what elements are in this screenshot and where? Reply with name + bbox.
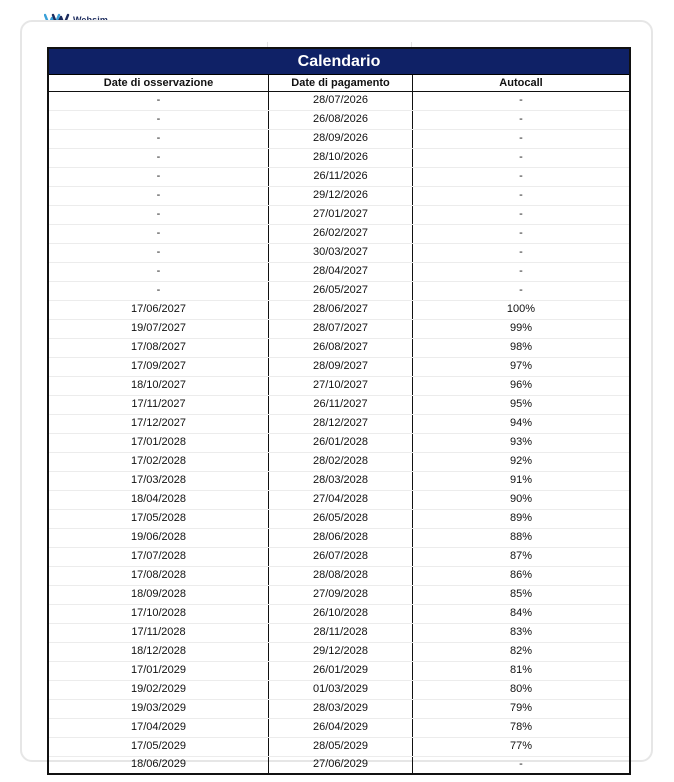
cell-observation-date: - <box>49 92 269 110</box>
cell-payment-date: 28/06/2028 <box>269 529 413 547</box>
cell-payment-date: 26/08/2026 <box>269 111 413 129</box>
cell-payment-date: 28/02/2028 <box>269 453 413 471</box>
table-row <box>49 491 629 510</box>
cell-autocall: 95% <box>509 398 533 410</box>
cell-observation-date: 17/05/2029 <box>49 738 269 756</box>
cell-payment-date: 27/04/2028 <box>269 491 413 509</box>
cell-autocall: 80% <box>509 683 533 695</box>
cell-observation-date: 17/03/2028 <box>49 472 269 490</box>
table-row <box>49 643 629 662</box>
cell-observation-date: 18/04/2028 <box>49 491 269 509</box>
table-row <box>49 244 629 263</box>
cell-observation-date: 17/10/2028 <box>49 605 269 623</box>
cell-payment-date: 28/06/2027 <box>269 301 413 319</box>
cell-autocall: 78% <box>509 721 533 733</box>
column-header-observation-date: Date di osservazione <box>49 75 269 91</box>
table-row <box>49 719 629 738</box>
cell-autocall: - <box>519 227 523 239</box>
table-row <box>49 187 629 206</box>
cell-autocall: 90% <box>509 493 533 505</box>
cell-observation-date: 17/07/2028 <box>49 548 269 566</box>
cell-autocall: 83% <box>509 626 533 638</box>
cell-payment-date: 26/02/2027 <box>269 225 413 243</box>
table-row <box>49 263 629 282</box>
table-row <box>49 662 629 681</box>
table-row <box>49 130 629 149</box>
table-row <box>49 339 629 358</box>
cell-payment-date: 26/07/2028 <box>269 548 413 566</box>
table-row <box>49 92 629 111</box>
cell-autocall: - <box>519 151 523 163</box>
cell-observation-date: 17/12/2027 <box>49 415 269 433</box>
table-row <box>49 377 629 396</box>
cell-observation-date: 17/08/2028 <box>49 567 269 585</box>
cell-observation-date: 18/10/2027 <box>49 377 269 395</box>
cell-observation-date: 18/12/2028 <box>49 643 269 661</box>
cell-observation-date: 18/06/2029 <box>49 757 269 773</box>
cell-payment-date: 28/07/2027 <box>269 320 413 338</box>
cell-payment-date: 28/09/2026 <box>269 130 413 148</box>
cell-autocall: 99% <box>509 322 533 334</box>
cell-autocall: 79% <box>509 702 533 714</box>
cell-observation-date: 19/06/2028 <box>49 529 269 547</box>
cell-autocall: - <box>519 189 523 201</box>
cell-autocall: - <box>519 265 523 277</box>
cell-autocall: - <box>519 758 523 770</box>
cell-payment-date: 26/04/2029 <box>269 719 413 737</box>
cell-autocall: 94% <box>509 417 533 429</box>
cell-observation-date: 17/11/2028 <box>49 624 269 642</box>
cell-observation-date: 17/04/2029 <box>49 719 269 737</box>
cell-payment-date: 28/09/2027 <box>269 358 413 376</box>
cell-payment-date: 28/05/2029 <box>269 738 413 756</box>
cell-payment-date: 27/06/2029 <box>269 757 413 773</box>
cell-payment-date: 26/11/2027 <box>269 396 413 414</box>
cell-observation-date: 17/01/2028 <box>49 434 269 452</box>
column-header-payment-date: Date di pagamento <box>269 75 413 91</box>
cell-autocall: 82% <box>509 645 533 657</box>
cell-observation-date: - <box>49 206 269 224</box>
cell-observation-date: 19/03/2029 <box>49 700 269 718</box>
cell-payment-date: 26/10/2028 <box>269 605 413 623</box>
cell-observation-date: 17/02/2028 <box>49 453 269 471</box>
cell-autocall: 96% <box>509 379 533 391</box>
table-row <box>49 434 629 453</box>
cell-autocall: 85% <box>509 588 533 600</box>
table-row <box>49 149 629 168</box>
cell-payment-date: 28/07/2026 <box>269 92 413 110</box>
cell-autocall: - <box>519 284 523 296</box>
table-row <box>49 681 629 700</box>
table-row <box>49 624 629 643</box>
cell-payment-date: 26/05/2027 <box>269 282 413 300</box>
cell-observation-date: 17/09/2027 <box>49 358 269 376</box>
cell-payment-date: 28/08/2028 <box>269 567 413 585</box>
cell-autocall: - <box>519 113 523 125</box>
cell-autocall: 97% <box>509 360 533 372</box>
cell-payment-date: 28/11/2028 <box>269 624 413 642</box>
cell-observation-date: - <box>49 187 269 205</box>
cell-autocall: 87% <box>509 550 533 562</box>
table-row <box>49 301 629 320</box>
table-row <box>49 396 629 415</box>
table-header-row <box>49 75 629 92</box>
cell-autocall: 92% <box>509 455 533 467</box>
column-header-autocall: Autocall <box>499 77 543 89</box>
cell-observation-date: - <box>49 130 269 148</box>
table-row <box>49 111 629 130</box>
cell-payment-date: 27/09/2028 <box>269 586 413 604</box>
cell-observation-date: 19/07/2027 <box>49 320 269 338</box>
cell-observation-date: 18/09/2028 <box>49 586 269 604</box>
table-row <box>49 510 629 529</box>
table-row <box>49 586 629 605</box>
cell-observation-date: 17/01/2029 <box>49 662 269 680</box>
table-row <box>49 738 629 757</box>
cell-payment-date: 30/03/2027 <box>269 244 413 262</box>
cell-payment-date: 28/12/2027 <box>269 415 413 433</box>
table-row <box>49 453 629 472</box>
cell-payment-date: 26/08/2027 <box>269 339 413 357</box>
cell-autocall: - <box>519 170 523 182</box>
cell-observation-date: 17/08/2027 <box>49 339 269 357</box>
table-row <box>49 415 629 434</box>
cell-autocall: 86% <box>509 569 533 581</box>
cell-autocall: - <box>519 94 523 106</box>
cell-autocall: 91% <box>509 474 533 486</box>
cell-autocall: 89% <box>509 512 533 524</box>
table-row <box>49 605 629 624</box>
table-row <box>49 282 629 301</box>
table-body <box>49 92 629 773</box>
cell-autocall: 100% <box>506 303 536 315</box>
cell-payment-date: 29/12/2026 <box>269 187 413 205</box>
table-row <box>49 700 629 719</box>
cell-payment-date: 27/01/2027 <box>269 206 413 224</box>
cell-observation-date: 17/06/2027 <box>49 301 269 319</box>
cell-payment-date: 28/03/2028 <box>269 472 413 490</box>
cell-payment-date: 28/10/2026 <box>269 149 413 167</box>
cell-autocall: - <box>519 132 523 144</box>
cell-payment-date: 27/10/2027 <box>269 377 413 395</box>
calendar-table <box>47 47 631 775</box>
cell-autocall: 84% <box>509 607 533 619</box>
cell-observation-date: - <box>49 244 269 262</box>
table-row <box>49 225 629 244</box>
cell-payment-date: 29/12/2028 <box>269 643 413 661</box>
table-row <box>49 548 629 567</box>
cell-payment-date: 26/01/2029 <box>269 662 413 680</box>
cell-autocall: - <box>519 246 523 258</box>
cell-observation-date: - <box>49 111 269 129</box>
table-row <box>49 206 629 225</box>
table-row <box>49 168 629 187</box>
cell-observation-date: - <box>49 282 269 300</box>
cell-autocall: 98% <box>509 341 533 353</box>
table-row <box>49 472 629 491</box>
cell-observation-date: - <box>49 225 269 243</box>
table-row <box>49 320 629 339</box>
cell-observation-date: 19/02/2029 <box>49 681 269 699</box>
cell-observation-date: - <box>49 168 269 186</box>
cell-payment-date: 28/04/2027 <box>269 263 413 281</box>
cell-payment-date: 26/11/2026 <box>269 168 413 186</box>
cell-observation-date: 17/05/2028 <box>49 510 269 528</box>
cell-payment-date: 26/01/2028 <box>269 434 413 452</box>
table-row <box>49 757 629 773</box>
table-row <box>49 567 629 586</box>
cell-observation-date: - <box>49 263 269 281</box>
table-title: Calendario <box>49 49 629 75</box>
cell-autocall: - <box>519 208 523 220</box>
cell-observation-date: 17/11/2027 <box>49 396 269 414</box>
table-row <box>49 529 629 548</box>
cell-autocall: 93% <box>509 436 533 448</box>
cell-observation-date: - <box>49 149 269 167</box>
table-row <box>49 358 629 377</box>
cell-payment-date: 28/03/2029 <box>269 700 413 718</box>
cell-autocall: 77% <box>509 740 533 752</box>
cell-payment-date: 26/05/2028 <box>269 510 413 528</box>
cell-autocall: 88% <box>509 531 533 543</box>
cell-payment-date: 01/03/2029 <box>269 681 413 699</box>
cell-autocall: 81% <box>509 664 533 676</box>
